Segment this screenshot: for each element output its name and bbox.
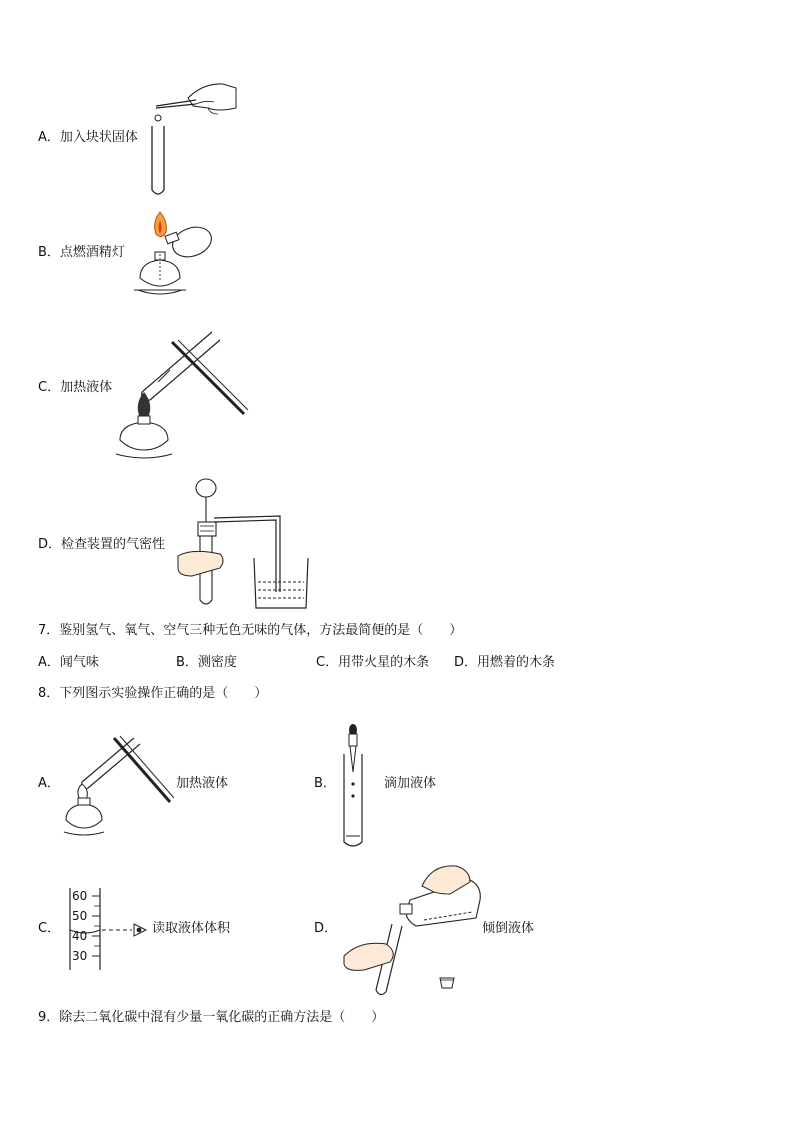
q7-option-d[interactable]	[454, 655, 555, 671]
q6-option-b-text: 点燃酒精灯	[59, 245, 125, 260]
q6-option-b-letter: B．	[38, 245, 60, 260]
add-solid-illustration	[148, 78, 238, 198]
airtightness-illustration	[172, 476, 312, 610]
q9-stem: 9．除去二氧化碳中混有少量一氧化碳的正确方法是（ ）	[38, 1010, 385, 1025]
q6-option-a-label[interactable]	[38, 130, 138, 146]
q8-option-d-text: 倾倒液体	[482, 921, 535, 936]
q7-option-b-letter: B．	[176, 655, 198, 670]
q7-option-a[interactable]	[38, 655, 99, 671]
q6-option-a-letter: A．	[38, 130, 60, 145]
cylinder-tick-40: 40	[72, 929, 88, 943]
dropper-illustration	[340, 724, 366, 850]
q6-option-b-label[interactable]	[38, 245, 125, 261]
pour-liquid-illustration	[340, 860, 490, 1000]
q8-option-b-letter[interactable]: B．	[314, 776, 336, 791]
q8-option-c-letter[interactable]: C．	[38, 921, 61, 936]
q7-option-c-text: 用带火星的木条	[338, 655, 430, 670]
q8-option-d-letter[interactable]: D．	[314, 921, 338, 936]
q8-option-c-text: 读取液体体积	[152, 921, 231, 936]
q7-option-b[interactable]	[176, 655, 237, 671]
q8-stem: 8．下列图示实验操作正确的是（ ）	[38, 686, 268, 701]
q8-option-a-text: 加热液体	[176, 776, 229, 791]
q6-option-d-label[interactable]	[38, 537, 165, 553]
q6-option-d-text: 检查装置的气密性	[61, 537, 166, 552]
cylinder-tick-30: 30	[72, 949, 88, 963]
q7-option-d-text: 用燃着的木条	[477, 655, 556, 670]
q6-option-a-text: 加入块状固体	[59, 130, 138, 145]
cylinder-tick-60: 60	[72, 889, 88, 903]
light-lamp-illustration	[130, 208, 220, 300]
q7-option-d-letter: D．	[454, 655, 478, 670]
cylinder-tick-50: 50	[72, 909, 88, 923]
q6-option-c-text: 加热液体	[60, 380, 113, 395]
q8-option-b-text: 滴加液体	[384, 776, 437, 791]
q6-option-c-label[interactable]	[38, 380, 112, 396]
q7-stem: 7．鉴别氢气、氧气、空气三种无色无味的气体，方法最简便的是（ ）	[38, 623, 463, 638]
q8-option-a-letter[interactable]: A．	[38, 776, 60, 791]
heat-liquid-illustration-6c	[112, 322, 252, 462]
q7-option-c[interactable]	[316, 655, 429, 671]
heat-liquid-illustration-8a	[62, 730, 174, 836]
q6-option-c-letter: C．	[38, 380, 61, 395]
q7-option-c-letter: C．	[316, 655, 339, 670]
q7-option-b-text: 测密度	[197, 655, 237, 670]
q6-option-d-letter: D．	[38, 537, 62, 552]
q7-option-a-text: 闻气味	[59, 655, 99, 670]
q7-option-a-letter: A．	[38, 655, 60, 670]
